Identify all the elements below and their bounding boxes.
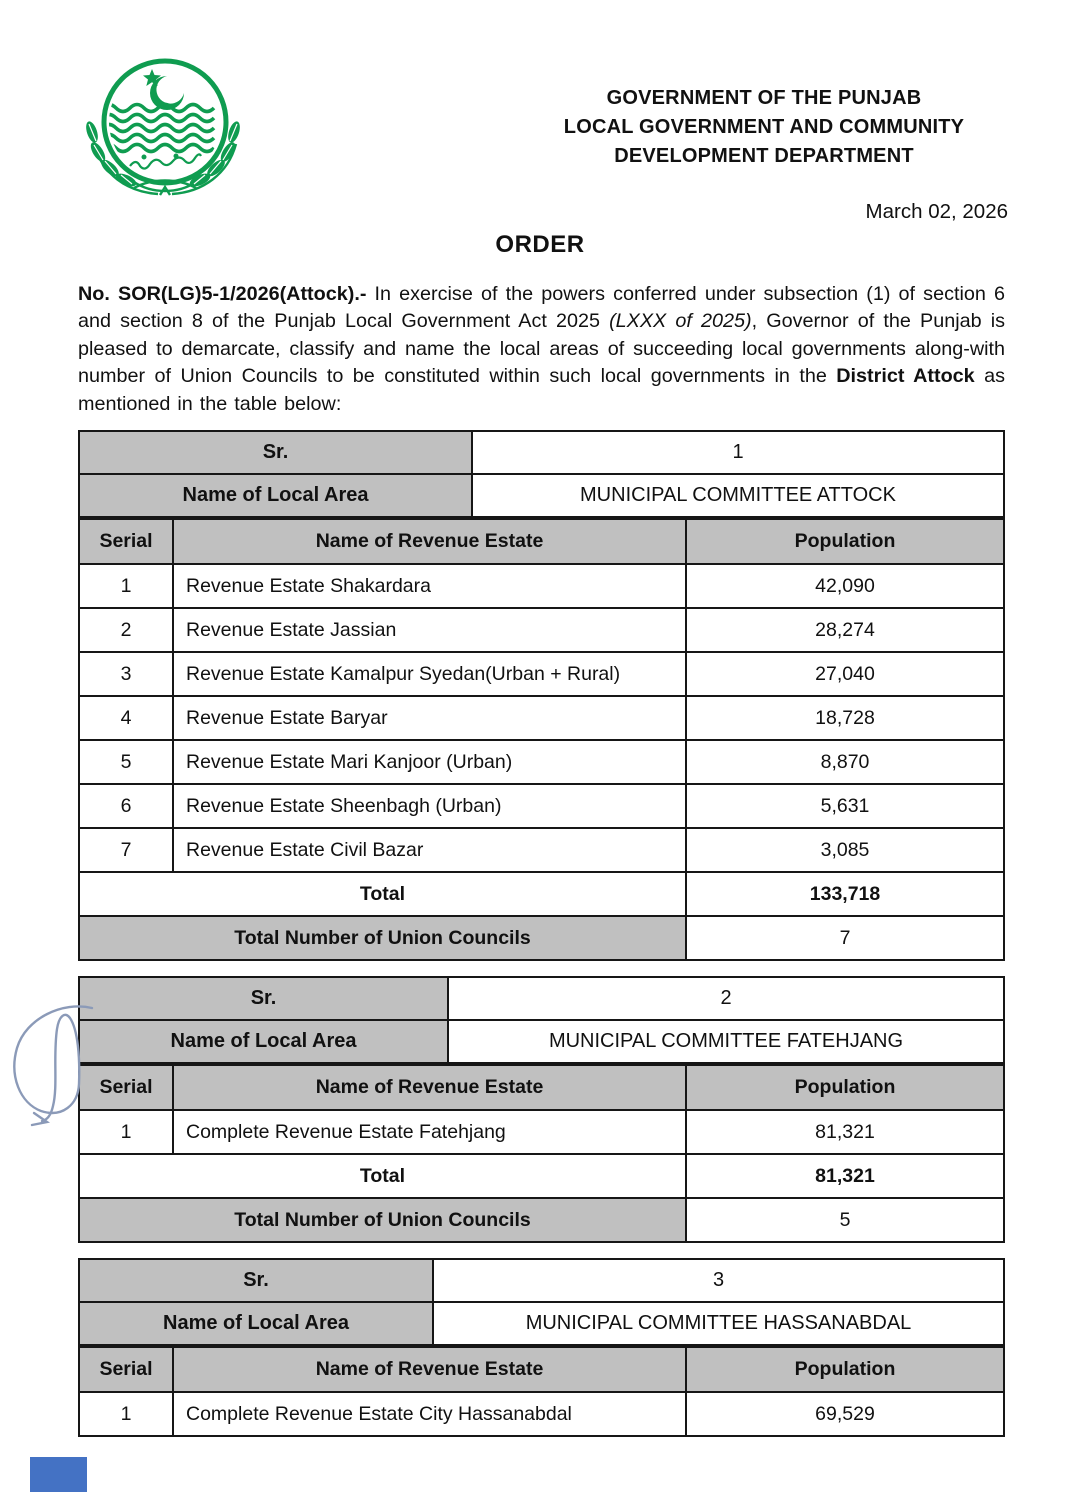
union-councils-row [79,1198,1004,1242]
estate-name-cell: Revenue Estate Kamalpur Syedan(Urban + Rural) [173,652,686,696]
total-population-cell: 133,718 [686,872,1004,916]
table-municipal-committee-hassanabdal [78,1258,1005,1437]
total-row [79,872,1004,916]
total-label-cell: Total [79,872,686,916]
local-area-label-cell: Name of Local Area [79,1020,448,1063]
table-municipal-committee-fatehjang [78,976,1005,1243]
serial-cell: 1 [79,1392,173,1436]
serial-cell: 6 [79,784,173,828]
header-line-2: LOCAL GOVERNMENT AND COMMUNITY [563,116,965,138]
population-header-cell: Population [686,1065,1004,1110]
union-councils-value-cell: 5 [686,1198,1004,1242]
estate-name-cell: Revenue Estate Civil Bazar [173,828,686,872]
estate-name-cell: Revenue Estate Mari Kanjoor (Urban) [173,740,686,784]
total-label-cell: Total [79,1154,686,1198]
local-area-value-cell: MUNICIPAL COMMITTEE HASSANABDAL [433,1302,1004,1345]
estate-name-cell: Revenue Estate Jassian [173,608,686,652]
local-area-label-cell: Name of Local Area [79,474,472,517]
serial-cell: 7 [79,828,173,872]
sr-label-cell: Sr. [79,431,472,474]
estate-name-cell: Revenue Estate Shakardara [173,564,686,608]
estate-name-cell: Revenue Estate Baryar [173,696,686,740]
order-body-paragraph [78,281,1005,418]
blue-marker-fragment [30,1457,87,1492]
sr-value-cell: 2 [448,977,1004,1020]
district-name-bold: District Attock [836,365,975,388]
table-row [79,1110,1004,1154]
sr-value-cell: 3 [433,1259,1004,1302]
act-reference-italic: (LXXX of 2025) [609,310,752,333]
serial-header-cell: Serial [79,1347,173,1392]
table1-main [78,518,1005,961]
table-row [79,696,1004,740]
total-population-cell: 81,321 [686,1154,1004,1198]
paragraph-text-2: , Governor of the Punjab is pleased to demarcate, classify and name the local areas of succeeding local governments along-with number of Union Councils to be constituted within such local governments in the [78,310,1005,388]
table2-meta [78,976,1005,1064]
population-header-cell: Population [686,519,1004,564]
table-row [79,564,1004,608]
revenue-estate-header-cell: Name of Revenue Estate [173,1347,686,1392]
table3-meta [78,1258,1005,1346]
department-header [518,84,1010,171]
serial-header-cell: Serial [79,519,173,564]
population-cell: 18,728 [686,696,1004,740]
table1-meta [78,430,1005,518]
table-municipal-committee-attock [78,430,1005,961]
sr-label-cell: Sr. [79,977,448,1020]
population-cell: 5,631 [686,784,1004,828]
sr-value-cell: 1 [472,431,1004,474]
estate-name-cell: Revenue Estate Sheenbagh (Urban) [173,784,686,828]
serial-cell: 1 [79,1110,173,1154]
union-councils-label-cell: Total Number of Union Councils [79,1198,686,1242]
revenue-estate-header-cell: Name of Revenue Estate [173,519,686,564]
pen-scribble-annotation [8,1000,112,1128]
document-date: March 02, 2026 [865,200,1008,223]
local-area-label-cell: Name of Local Area [79,1302,433,1345]
local-area-value-cell: MUNICIPAL COMMITTEE ATTOCK [472,474,1004,517]
serial-cell: 5 [79,740,173,784]
header-line-1: GOVERNMENT OF THE PUNJAB [606,87,922,109]
revenue-estate-header-cell: Name of Revenue Estate [173,1065,686,1110]
serial-header-cell: Serial [79,1065,173,1110]
paragraph-text-1: In exercise of the powers conferred under subsection (1) of section 6 and section 8 of the Punjab Local Government Act 2025 [78,283,1005,333]
header-line-3: DEVELOPMENT DEPARTMENT [614,145,914,167]
population-cell: 81,321 [686,1110,1004,1154]
serial-cell: 1 [79,564,173,608]
table-row [79,828,1004,872]
local-area-value-cell: MUNICIPAL COMMITTEE FATEHJANG [448,1020,1004,1063]
population-cell: 42,090 [686,564,1004,608]
table-row [79,1392,1004,1436]
population-cell: 69,529 [686,1392,1004,1436]
order-reference-number: No. SOR(LG)5-1/2026(Attock).- [78,283,367,305]
table-row [79,652,1004,696]
estate-name-cell: Complete Revenue Estate Fatehjang [173,1110,686,1154]
sr-label-cell: Sr. [79,1259,433,1302]
total-row [79,1154,1004,1198]
paragraph-text-3: as mentioned in the table below: [78,365,1006,415]
union-councils-value-cell: 7 [686,916,1004,960]
serial-cell: 4 [79,696,173,740]
table-row [79,740,1004,784]
punjab-government-crest-logo [72,52,254,202]
table2-main [78,1064,1005,1243]
population-cell: 3,085 [686,828,1004,872]
table3-main [78,1346,1005,1437]
population-cell: 28,274 [686,608,1004,652]
union-councils-row [79,916,1004,960]
serial-cell: 3 [79,652,173,696]
union-councils-label-cell: Total Number of Union Councils [79,916,686,960]
population-cell: 27,040 [686,652,1004,696]
order-title: ORDER [495,231,585,258]
estate-name-cell: Complete Revenue Estate City Hassanabdal [173,1392,686,1436]
population-header-cell: Population [686,1347,1004,1392]
tables-column [78,430,1005,1452]
serial-cell: 2 [79,608,173,652]
table-row [79,608,1004,652]
population-cell: 8,870 [686,740,1004,784]
table-row [79,784,1004,828]
